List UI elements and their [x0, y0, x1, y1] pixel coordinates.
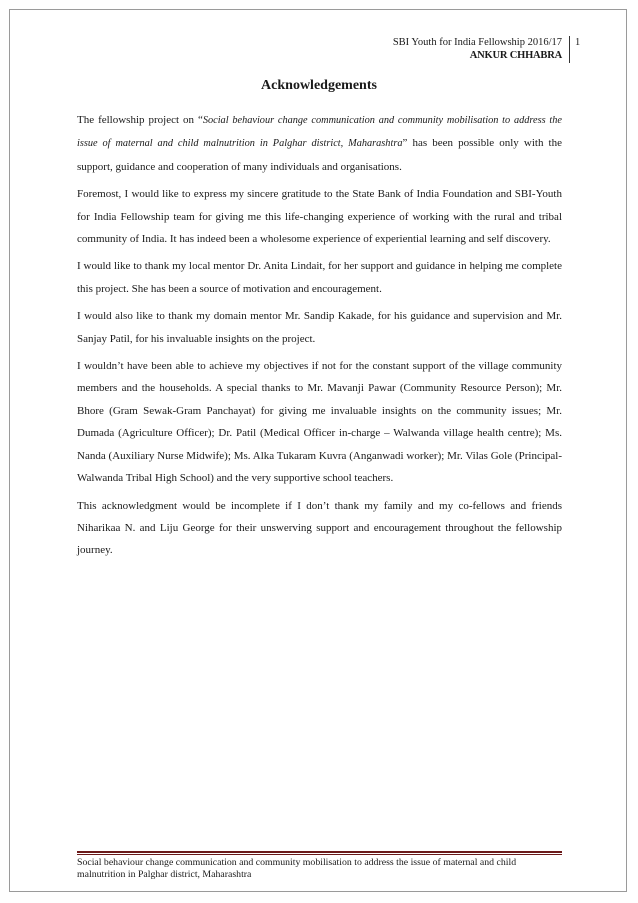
paragraph-3: I would like to thank my local mentor Dr. Anita Lindait, for her support and guidance in helping me complete this project. She has been a source of motivation and encouragement. — [77, 260, 562, 295]
paragraph-2: Foremost, I would like to express my sincere gratitude to the State Bank of India Foundation and SBI-Youth for India Fellowship team for giving me this life-changing experience of working with the rural and tribal community of India. It has indeed been a wholesome experience of experiential learning and self discovery. — [77, 188, 562, 246]
page-footer: Social behaviour change communication and community mobilisation to address the issue of maternal and child malnutrition in Palghar district, Maharashtra — [77, 857, 517, 880]
document-body — [77, 109, 562, 567]
footer-rule-thin — [77, 854, 562, 855]
header-divider — [569, 36, 570, 63]
paragraph-5: I wouldn’t have been able to achieve my objectives if not for the constant support of the village community members and the households. A special thanks to Mr. Mavanji Pawar (Community Resource Person); Mr. Bhore (Gram Sewak-Gram Panchayat) for giving me invaluable insights on the community issues; Mr. Dumada (Agriculture Officer); Dr. Patil (Medical Officer in-charge – Walwanda village health centre); Ms. Nanda (Auxiliary Nurse Midwife); Ms. Alka Tukaram Kuvra (Anganwadi worker); Mr. Vilas Gole (Principal-Walwanda Tribal High School) and the very supportive school teachers. — [77, 360, 562, 485]
paragraph-6: This acknowledgment would be incomplete if I don’t thank my family and my co-fellows and friends Niharikaa N. and Liju George for their unswerving support and encouragement throughout the fellowship journey. — [77, 499, 562, 557]
header-author: ANKUR CHHABRA — [469, 50, 562, 61]
paragraph-1-prefix: The fellowship project on “ — [77, 114, 203, 126]
paragraph-1 — [77, 109, 562, 178]
paragraph-4: I would also like to thank my domain mentor Mr. Sandip Kakade, for his guidance and supervision and Mr. Sanjay Patil, for his invaluable insights on the project. — [77, 310, 562, 345]
page-number: 1 — [575, 37, 581, 48]
footer-rule-thick — [77, 851, 562, 853]
paragraph-1-suffix: ” has been possible only with the support, guidance and cooperation of many individuals and organisations. — [77, 137, 562, 173]
header-program: SBI Youth for India Fellowship 2016/17 — [392, 37, 562, 48]
project-title: Social behaviour change communication and community mobilisation to address the issue of maternal and child malnutrition in Palghar district, Maharashtra — [77, 115, 562, 150]
page-header — [393, 36, 562, 62]
page-title: Acknowledgements — [261, 78, 377, 93]
